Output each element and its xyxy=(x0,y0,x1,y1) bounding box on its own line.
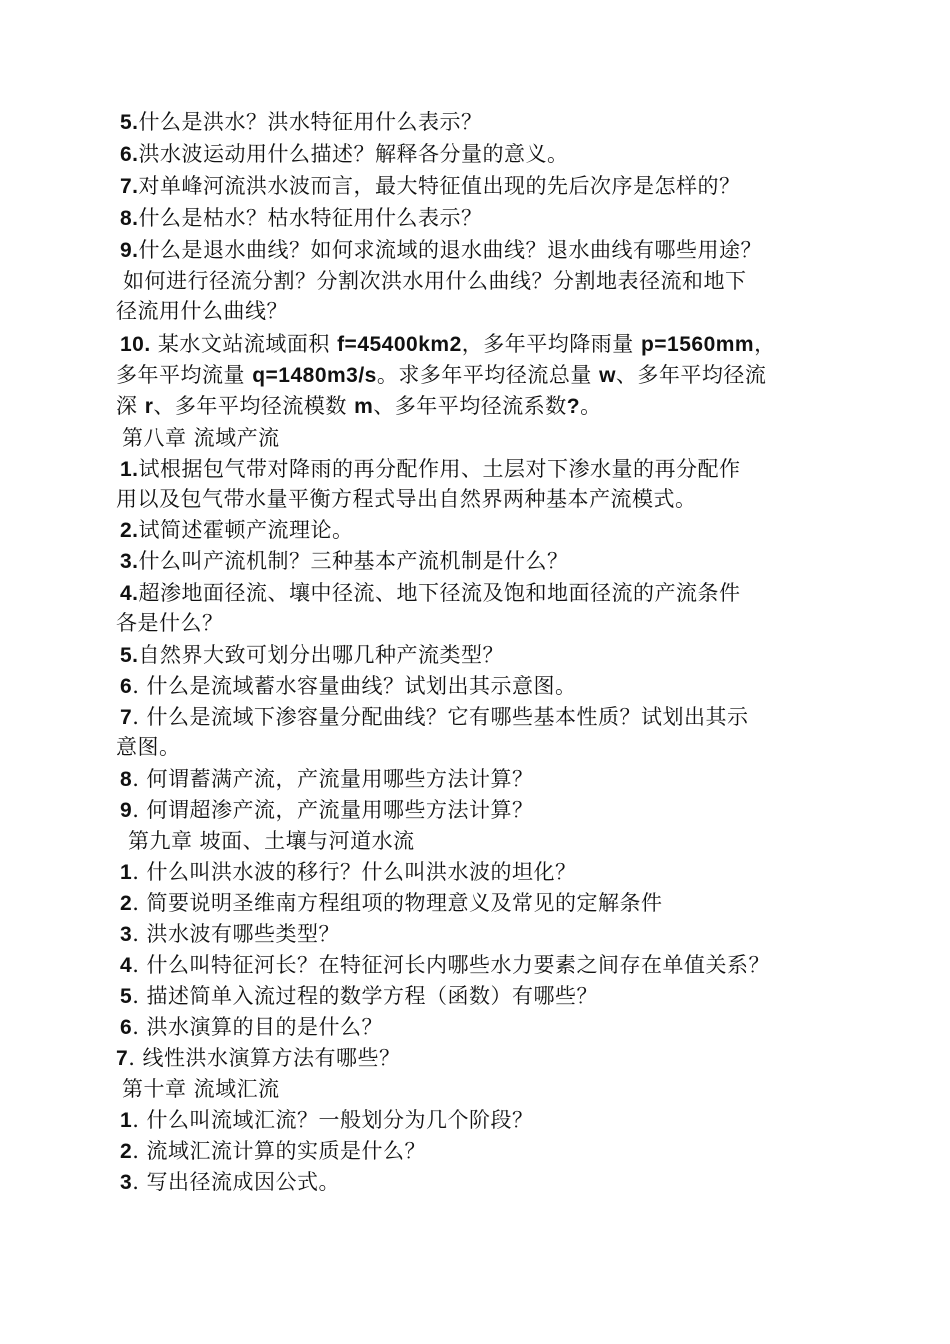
question-text: 对单峰河流洪水波而言，最大特征值出现的先后次序是怎样的？ xyxy=(138,174,741,198)
question-ch8-5 xyxy=(120,640,504,671)
question-ch8-3 xyxy=(120,546,569,577)
formula-w: w xyxy=(599,364,616,387)
question-text: 什么是枯水？枯水特征用什么表示？ xyxy=(138,206,483,230)
question-ch7-9-cont1 xyxy=(123,266,747,296)
question-text: . 简要说明圣维南方程组项的物理意义及常见的定解条件 xyxy=(132,891,663,915)
question-text: . 写出径流成因公式。 xyxy=(132,1170,341,1194)
chapter-title: 第九章 坡面、土壤与河道水流 xyxy=(128,829,415,853)
question-text: 意图。 xyxy=(116,735,181,759)
question-number: 8 xyxy=(120,768,133,791)
question-text: 深 xyxy=(116,394,145,418)
question-ch8-7-cont xyxy=(116,732,181,762)
question-text: 。求多年平均径流总量 xyxy=(376,363,600,387)
formula-flow: q=1480m3/s xyxy=(252,364,377,387)
question-ch9-5 xyxy=(120,981,598,1012)
question-number: 2 xyxy=(120,892,133,915)
chapter-9-heading xyxy=(128,826,415,856)
question-ch8-1-cont xyxy=(116,484,697,514)
question-ch8-4 xyxy=(120,578,741,609)
question-text: . 洪水波有哪些类型？ xyxy=(132,922,341,946)
question-number: 6. xyxy=(120,143,139,166)
question-ch9-4 xyxy=(120,950,770,981)
chapter-title: 第十章 流域汇流 xyxy=(122,1077,280,1101)
question-text: 什么是洪水？洪水特征用什么表示？ xyxy=(138,110,483,134)
question-ch10-2 xyxy=(120,1136,426,1167)
question-text: 径流用什么曲线？ xyxy=(116,299,288,323)
question-text: . 什么叫流域汇流？一般划分为几个阶段？ xyxy=(132,1108,534,1132)
chapter-10-heading xyxy=(122,1074,280,1104)
question-text: . 什么叫洪水波的移行？什么叫洪水波的坦化？ xyxy=(132,860,577,884)
question-text: 。 xyxy=(580,394,602,418)
question-number: 4 xyxy=(120,954,133,977)
question-ch9-6 xyxy=(120,1012,383,1043)
question-ch8-9 xyxy=(120,795,534,826)
question-text: 试简述霍顿产流理论。 xyxy=(138,518,354,542)
chapter-title: 第八章 流域产流 xyxy=(122,426,280,450)
question-ch7-10 xyxy=(120,329,776,360)
question-text: ， xyxy=(754,332,776,356)
question-ch7-7 xyxy=(120,171,741,202)
question-text: 、多年平均径流 xyxy=(615,363,767,387)
question-ch7-8 xyxy=(120,203,483,234)
question-number: 5. xyxy=(120,644,139,667)
question-ch8-2 xyxy=(120,515,354,546)
question-text: 超渗地面径流、壤中径流、地下径流及饱和地面径流的产流条件 xyxy=(138,581,741,605)
question-text: 试根据包气带对降雨的再分配作用、土层对下渗水量的再分配作 xyxy=(138,457,741,481)
formula-area: f=45400km2 xyxy=(337,333,462,356)
question-ch10-3 xyxy=(120,1167,340,1198)
question-text: . 什么是流域蓄水容量曲线？试划出其示意图。 xyxy=(132,674,577,698)
question-text: 用以及包气带水量平衡方程式导出自然界两种基本产流模式。 xyxy=(116,487,697,511)
question-ch9-2 xyxy=(120,888,663,919)
question-text: 、多年平均径流系数 xyxy=(373,394,567,418)
formula-q-mark: ? xyxy=(566,395,581,418)
formula-m: m xyxy=(354,395,374,418)
question-number: 2. xyxy=(120,519,139,542)
question-text: 如何进行径流分割？分割次洪水用什么曲线？分割地表径流和地下 xyxy=(123,269,747,293)
question-text: . 描述简单入流过程的数学方程（函数）有哪些？ xyxy=(132,984,599,1008)
question-text: 某水文站流域面积 xyxy=(150,332,338,356)
chapter-8-heading xyxy=(122,423,280,453)
question-text: 什么叫产流机制？三种基本产流机制是什么？ xyxy=(138,549,569,573)
question-text: 什么是退水曲线？如何求流域的退水曲线？退水曲线有哪些用途？ xyxy=(138,238,763,262)
question-number: 5. xyxy=(120,111,139,134)
question-ch8-4-cont xyxy=(116,608,224,638)
question-number: 1 xyxy=(120,861,133,884)
formula-r: r xyxy=(144,395,154,418)
question-ch7-5 xyxy=(120,107,483,138)
question-number: 10. xyxy=(120,333,151,356)
question-number: 7 xyxy=(120,706,133,729)
question-text: . 流域汇流计算的实质是什么？ xyxy=(132,1139,427,1163)
question-text: 自然界大致可划分出哪几种产流类型？ xyxy=(138,643,505,667)
question-number: 2 xyxy=(120,1140,133,1163)
question-ch9-1 xyxy=(120,857,577,888)
question-ch7-10-cont2 xyxy=(116,391,602,422)
question-number: 7 xyxy=(116,1047,129,1070)
question-ch8-7 xyxy=(120,702,749,733)
question-number: 3 xyxy=(120,923,133,946)
question-text: 、多年平均径流模数 xyxy=(153,394,355,418)
question-ch7-9-cont2 xyxy=(116,296,288,326)
question-ch8-6 xyxy=(120,671,577,702)
question-ch8-8 xyxy=(120,764,534,795)
question-text: . 洪水演算的目的是什么？ xyxy=(132,1015,384,1039)
question-number: 3 xyxy=(120,1171,133,1194)
question-text: . 线性洪水演算方法有哪些？ xyxy=(128,1046,401,1070)
question-number: 6 xyxy=(120,675,133,698)
question-ch7-6 xyxy=(120,139,569,170)
question-text: . 何谓超渗产流，产流量用哪些方法计算？ xyxy=(132,798,534,822)
question-number: 3. xyxy=(120,550,139,573)
question-ch7-10-cont1 xyxy=(116,360,766,391)
question-text: . 什么叫特征河长？在特征河长内哪些水力要素之间存在单值关系？ xyxy=(132,953,771,977)
question-text: 洪水波运动用什么描述？解释各分量的意义。 xyxy=(138,142,569,166)
question-text: 各是什么？ xyxy=(116,611,224,635)
question-number: 1 xyxy=(120,1109,133,1132)
question-ch8-1 xyxy=(120,454,741,485)
question-ch9-7 xyxy=(116,1043,401,1074)
question-text: 多年平均流量 xyxy=(116,363,253,387)
question-number: 9 xyxy=(120,799,133,822)
question-ch9-3 xyxy=(120,919,340,950)
question-text: . 何谓蓄满产流，产流量用哪些方法计算？ xyxy=(132,767,534,791)
question-ch10-1 xyxy=(120,1105,534,1136)
question-text: . 什么是流域下渗容量分配曲线？它有哪些基本性质？试划出其示 xyxy=(132,705,749,729)
question-number: 9. xyxy=(120,239,139,262)
question-ch7-9 xyxy=(120,235,762,266)
question-text: ，多年平均降雨量 xyxy=(461,332,641,356)
question-number: 7. xyxy=(120,175,139,198)
question-number: 6 xyxy=(120,1016,133,1039)
question-number: 8. xyxy=(120,207,139,230)
question-number: 4. xyxy=(120,582,139,605)
formula-rainfall: p=1560mm xyxy=(640,333,755,356)
question-number: 1. xyxy=(120,458,139,481)
question-number: 5 xyxy=(120,985,133,1008)
